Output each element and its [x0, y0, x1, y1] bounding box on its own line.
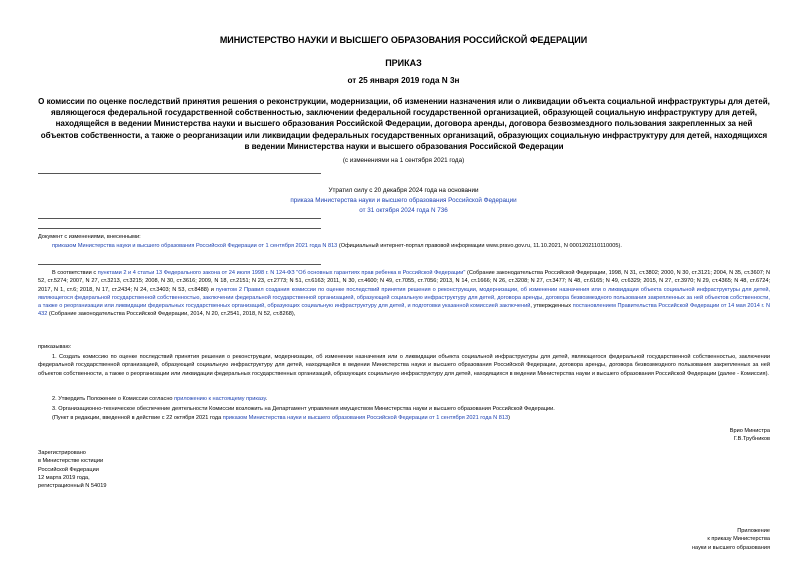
divider [38, 173, 321, 174]
preamble-paragraph [38, 269, 770, 319]
appendix-line: к приказу Министерства [707, 536, 770, 543]
preamble-text: (Собрание законодательства Российской Федерации, 1998, N 31, ст.3802; 2000, N 30, ст.3121; 2004, N 35, ст.3607; N 52, ст.5274; 2007, N 27, ст.3213, ст.3215; 2008, N 30, ст.3616; 2009, N 18, ст.2151; N 23, ст.2773; N 51, ст.6163; 2011, N 30, ст.4600; N 49, ст.7055, ст.7056; 2013, N 14, ст.1666; N 26, ст.3208; N 27, ст.3477; N 48, ст.6165; N 49, ст.6329; 2015, N 27, ст.3970; N 29, ст.4365; N 48, ст.6724; 2017, N 1, ст.6; 2018, N 17, ст.2434; N 24, ст.3403; N 53, ст.8488) и [38, 270, 771, 293]
item-3: 3. Организационно-техническое обеспечение деятельности Комиссии возложить на Департамент управления имуществом Министерства науки и высшего образования Российской Федерации. [52, 406, 555, 412]
registration-block [38, 449, 106, 490]
lost-force-link[interactable]: приказа Министерства науки и высшего образования Российской Федерации [290, 197, 517, 204]
registration-line: регистрационный N 54019 [38, 483, 107, 490]
preamble-text: (Собрание законодательства Российской Федерации, 2014, N 20, ст.2541, 2018, N 52, ст.8268), [47, 311, 296, 318]
preamble-text: В соответствии с [52, 270, 98, 276]
item-2 [38, 395, 770, 403]
changes-link[interactable]: приказом Министерства науки и высшего образования Российской Федерации от 1 сентября 2021 года N 813 [52, 243, 338, 249]
amendment-link[interactable]: приказом Министерства науки и высшего образования Российской Федерации от 1 сентября 2021 года N 813 [222, 415, 509, 421]
document-title: О комиссии по оценке последствий принятия решения о реконструкции, модернизации, об изменении назначения или о ликвидации объекта социальной инфраструктуры для детей, являющегося федеральной государственной собственностью, заключении федеральной государственной организацией, образующей социальную инфраструктуру для детей, находящейся в ведении Министерства науки и высшего образования Российской Федерации, договора аренды, договора безвозмездного пользования закрепленных за ней объектов собственности, а также о реорганизации или ликвидации федеральных государственных организаций, образующих социальную инфраструктуру для детей, находящихся в ведении Министерства науки и высшего образования Российской Федерации [38, 97, 770, 151]
appendix-line: Приложение [737, 528, 770, 534]
item-2-end: . [265, 396, 268, 402]
rules-link[interactable]: пунктом 2 Правил создания комиссии по оценке последствий принятия решения о реконструкции, модернизации, об изменении назначения или о ликвидации объекта социальной инфраструктуры для детей, являющегося федеральной государственной собственностью, заключении федеральной государственной организацией, образующей социальную инфраструктуру для детей, договора аренды, договора безвозмездного пользования закрепленных за ней объектов собственности, а также о реорганизации или ликвидации федеральных государственных организаций, образующих социальную инфраструктуру для детей, и подготовки указанной комиссией заключений [38, 286, 770, 310]
signature-role: Врио Министра [729, 428, 770, 434]
divider [38, 218, 321, 219]
appendix-line: науки и высшего образования [691, 544, 770, 551]
registration-line: Зарегистрировано [38, 450, 86, 456]
divider [38, 228, 321, 229]
registration-line: в Министерстве юстиции [38, 458, 104, 465]
lost-force-text: Утратил силу с 20 декабря 2024 года на основании [328, 187, 479, 194]
signature-block [570, 427, 770, 444]
appendix-link[interactable]: приложению к настоящему приказу [174, 396, 266, 402]
divider [38, 264, 321, 265]
registration-line: Российской Федерации [38, 466, 99, 473]
registration-line: 12 марта 2019 года, [38, 474, 90, 481]
changes-paragraph [38, 242, 770, 250]
item-1: 1. Создать комиссию по оценке последствий принятия решения о реконструкции, модернизации, об изменении назначения или о ликвидации объекта социальной инфраструктуры для детей, являющегося федеральной государственной собственностью, заключении федеральной государственной организацией, образующей социальную инфраструктуру для детей, находящейся в ведении Министерства науки и высшего образования Российской Федерации, договора аренды, договора безвозмездного пользования закрепленных за ней объектов собственности, а также о реорганизации или ликвидации федеральных государственных организаций, образующих социальную инфраструктуру для детей, находящихся в ведении Министерства науки и высшего образования Российской Федерации (далее - Комиссия). [38, 354, 770, 377]
law-link[interactable]: пунктами 2 и 4 статьи 13 Федерального закона от 24 июля 1998 г. N 124-ФЗ "Об основных гарантиях прав ребенка в Российской Федерации" [97, 270, 466, 276]
item-3-note-end: ) [508, 415, 510, 421]
preamble-text: , утвержденных [530, 303, 573, 310]
lost-force-link-date[interactable]: от 31 октября 2024 года N 736 [359, 207, 448, 214]
item-2-text: 2. Утвердить Положение о Комиссии согласно [52, 396, 175, 402]
changes-source: (Официальный интернет-портал правовой информации www.pravo.gov.ru, 11.10.2021, N 0001202110110005). [337, 243, 622, 249]
edition-note: (с изменениями на 1 сентября 2021 года) [342, 157, 465, 164]
doc-date-number: от 25 января 2019 года N 3н [347, 76, 460, 85]
item-3-note-text: (Пункт в редакции, введенной в действие с 22 октября 2021 года [52, 415, 223, 421]
government-decree-link[interactable]: постановлением Правительства Российской Федерации от 14 мая 2014 г. N 432 [38, 303, 771, 318]
doc-type-heading: ПРИКАЗ [385, 58, 422, 68]
order-word: приказываю: [38, 344, 72, 350]
ministry-heading: МИНИСТЕРСТВО НАУКИ И ВЫСШЕГО ОБРАЗОВАНИЯ РОССИЙСКОЙ ФЕДЕРАЦИИ [219, 35, 588, 45]
lost-force-block [0, 186, 807, 216]
appendix-block [570, 527, 770, 552]
item-3-note [38, 414, 770, 422]
signature-name: Г.В.Трубников [733, 436, 770, 443]
changes-label: Документ с изменениями, внесенными: [38, 234, 141, 240]
